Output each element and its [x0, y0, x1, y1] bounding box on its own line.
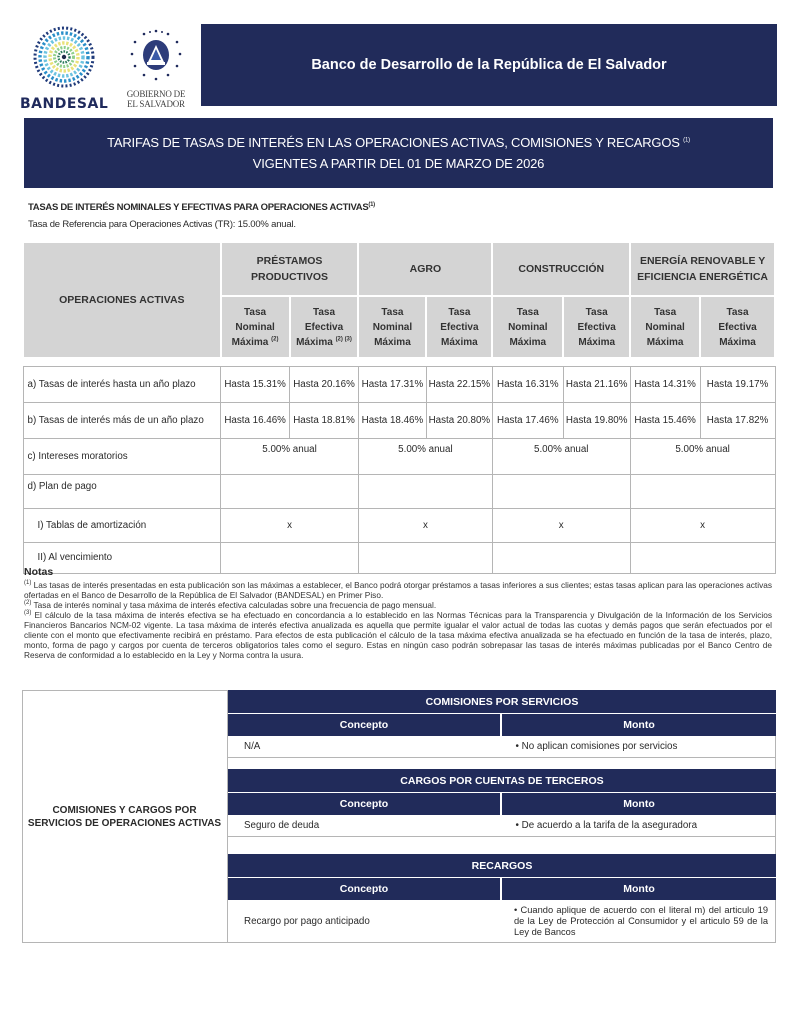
table-row: Recargo por pago anticipado • Cuando aplique de acuerdo con el literal m) del articulo 19 de la Ley de Protección al Consumidor y el articulo 59 de la Ley de Bancos [244, 905, 768, 937]
bank-name-banner [201, 24, 777, 106]
comisiones-servicios-block [228, 690, 776, 758]
bandesal-wordmark: BANDESAL [20, 96, 109, 112]
table-row: a) Tasas de interés hasta un año plazo Hasta 15.31% Hasta 20.16% Hasta 17.31% Hasta 22.15% Hasta 16.31% Hasta 21.16% Hasta 14.31% Hasta 19.17% [23, 366, 775, 402]
table-row: b) Tasas de interés más de un año plazo Hasta 16.46% Hasta 18.81% Hasta 18.46% Hasta 20.80% Hasta 17.46% Hasta 19.80% Hasta 15.46% Hasta 17.82% [23, 402, 775, 438]
cargos-terceros-block [228, 769, 776, 837]
group-header-construccion: CONSTRUCCIÓN [492, 242, 630, 296]
subheader-nominal: Tasa Nominal Máxima [358, 296, 426, 358]
col-monto: Monto [623, 719, 655, 731]
recargos-block [228, 854, 776, 943]
table-row: N/A • No aplican comisiones por servicios [228, 736, 776, 758]
notes-body [24, 580, 772, 660]
group-header-agro: AGRO [358, 242, 492, 296]
gobierno-logo [118, 28, 194, 109]
col-monto: Monto [623, 798, 655, 810]
coat-of-arms-icon [118, 28, 194, 84]
comisiones-side-label: COMISIONES Y CARGOS POR SERVICIOS DE OPERACIONES ACTIVAS [22, 690, 228, 943]
col-monto: Monto [623, 883, 655, 895]
block-title: CARGOS POR CUENTAS DE TERCEROS [228, 769, 776, 792]
group-header-energia: ENERGÍA RENOVABLE Y EFICIENCIA ENERGÉTICA [630, 242, 775, 296]
gobierno-wordmark-line2: EL SALVADOR [127, 99, 185, 109]
note-3: $^{(3)}$ El cálculo de la tasa máxima de interés efectiva se ha efectuado en concordancia a lo establecido en las Normas Técnicas para la Transparencia y Divulgación de la Información de los Servicios Financieros Bancarios NCM-02 vigente. La tasa máxima de interés efectiva anualizada es aquella que permite igualar el valor actual de todas las cuotas y demás pagos que serán efectuados por el cliente con el monto que efectivamente recibirá en préstamo. Para efectos de esta publicación el cálculo de la tasa máxima efectiva anualizada se ha efectuado en función de la tasa de interés, plazo, monto, forma de pago y cargos por cuenta de terceros obligatorios tales como el seguro. Estas en ningún caso podrán sobrepasar las tasas de interés máximas publicadas por el Banco Centro de Reserva de conformidad a lo establecido en la Ley y Norma contra la usura. [24, 610, 772, 660]
block-title: COMISIONES POR SERVICIOS [228, 690, 776, 713]
subheader-nominal: Tasa Nominal Máxima [492, 296, 563, 358]
note-1: $^{(1)}$ Las tasas de interés presentadas en esta publicación son las máximas a establecer, el Banco podrá otorgar préstamos a tasas inferiores a sus clientes; estas tasas aplican para las operaciones activas ofertadas en el Banco de Desarrollo de la República de El Salvador (BANDESAL) en Primer Piso. [24, 580, 772, 600]
reference-rate: Tasa de Referencia para Operaciones Activas (TR): 15.00% anual. [28, 219, 296, 230]
gobierno-wordmark-line1: GOBIERNO DE [126, 89, 186, 99]
block-title: RECARGOS [228, 854, 776, 877]
subheader-efectiva: Tasa Efectiva Máxima [700, 296, 775, 358]
bank-name: Banco de Desarrollo de la República de El Salvador [311, 57, 667, 73]
document-title-banner [24, 118, 773, 188]
rates-table [22, 241, 776, 574]
subheader-nominal: Tasa Nominal Máxima $^{(2)}$ [221, 296, 290, 358]
table-row: I) Tablas de amortización x x x x [23, 508, 775, 542]
block-column-headers [228, 877, 776, 900]
section-title: TASAS DE INTERÉS NOMINALES Y EFECTIVAS PARA OPERACIONES ACTIVAS$^{(1)}$ [28, 201, 375, 213]
document-validity: VIGENTES A PARTIR DEL 01 DE MARZO DE 2026 [252, 156, 545, 171]
table-row: Seguro de deuda • De acuerdo a la tarifa de la aseguradora [228, 815, 776, 837]
bandesal-dots-icon [20, 26, 108, 88]
block-column-headers [228, 713, 776, 736]
col-concepto: Concepto [228, 878, 502, 900]
table-row: c) Intereses moratorios 5.00% anual 5.00% anual 5.00% anual 5.00% anual [23, 438, 775, 474]
notes-title: Notas [24, 566, 54, 578]
subheader-efectiva: Tasa Efectiva Máxima [563, 296, 630, 358]
table-row: d) Plan de pago [23, 474, 775, 508]
block-column-headers [228, 792, 776, 815]
subheader-efectiva: Tasa Efectiva Máxima $^{(2) (3)}$ [290, 296, 359, 358]
note-2: $^{(2)}$ Tasa de interés nominal y tasa máxima de interés efectiva calculadas sobre una frecuencia de pago mensual. [24, 600, 437, 610]
bandesal-logo [20, 26, 109, 112]
document-title: TARIFAS DE TASAS DE INTERÉS EN LAS OPERACIONES ACTIVAS, COMISIONES Y RECARGOS $^{(1)}$ [107, 135, 690, 150]
corner-header: OPERACIONES ACTIVAS [23, 242, 221, 358]
col-concepto: Concepto [228, 714, 502, 736]
col-concepto: Concepto [228, 793, 502, 815]
subheader-nominal: Tasa Nominal Máxima [630, 296, 700, 358]
table-row: II) Al vencimiento [23, 542, 775, 573]
group-header-prestamos: PRÉSTAMOS PRODUCTIVOS [221, 242, 359, 296]
subheader-efectiva: Tasa Efectiva Máxima [426, 296, 492, 358]
